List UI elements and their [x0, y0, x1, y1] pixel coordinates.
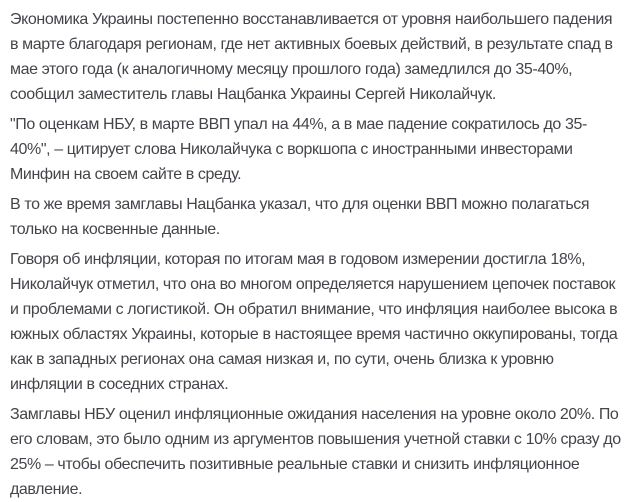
article-paragraph: Говоря об инфляции, которая по итогам мая в годовом измерении достигла 18%, Николайчук отметил, что она во многом определяется нарушением цепочек поставок и проблемами с логистикой. Он обратил внимание, что инфляция наиболее высока в южных областях Украины, которые в настоящее время частично оккупированы, тогда как в западных регионах она самая низкая и, по сути, очень близка к уровню инфляции в соседних странах.	[10, 251, 618, 393]
article-paragraph: "По оценкам НБУ, в марте ВВП упал на 44%, а в мае падение сократилось до 35-40%", – цитирует слова Николайчука с воркшопа с иностранными инвесторами Минфин на своем сайте в среду.	[10, 116, 587, 183]
article-paragraph: Экономика Украины постепенно восстанавливается от уровня наибольшего падения в марте благодаря регионам, где нет активных боевых действий, в результате спад в мае этого года (к аналогичному месяцу прошлого года) замедлился до 35-40%, сообщил заместитель главы Нацбанка Украины Сергей Николайчук.	[10, 11, 613, 103]
article-paragraph: В то же время замглавы Нацбанка указал, что для оценки ВВП можно полагаться только на косвенные данные.	[10, 196, 590, 238]
article-paragraph: Замглавы НБУ оценил инфляционные ожидания населения на уровне около 20%. По его словам, это было одним из аргументов повышения учетной ставки с 10% сразу до 25% – чтобы обеспечить позитивные реальные ставки и снизить инфляционное давление.	[10, 406, 621, 498]
